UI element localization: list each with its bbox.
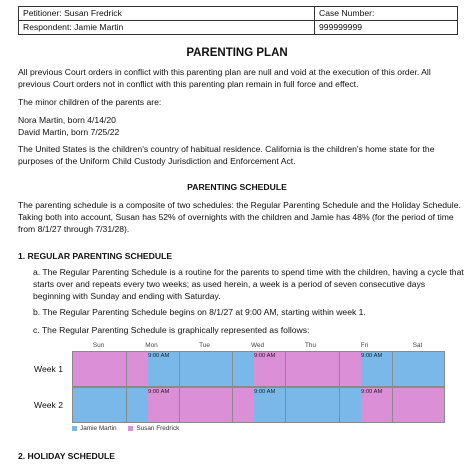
case-number-label-cell: Case Number: xyxy=(315,7,458,21)
day-label-wed: Wed xyxy=(250,342,265,349)
divider xyxy=(232,388,233,422)
week-2-label: Week 2 xyxy=(34,400,63,410)
item-c-paragraph: c. The Regular Parenting Schedule is graphically represented as follows: xyxy=(33,325,310,335)
week-1-label: Week 1 xyxy=(34,364,63,374)
day-label-fri: Fri xyxy=(360,342,369,349)
week2-fri-handoff-time: 9:00 AM xyxy=(361,389,383,395)
schedule-calendar xyxy=(72,342,445,395)
legend-swatch-susan xyxy=(128,426,133,431)
week1-mon-handoff-time: 9:00 AM xyxy=(148,353,170,359)
child-1: Nora Martin, born 4/14/20 xyxy=(18,115,116,125)
divider xyxy=(179,388,180,422)
calendar-legend xyxy=(72,425,189,433)
item-a-paragraph: a. The Regular Parenting Schedule is a routine for the parents to spend time with the children, having a cycle that starts over and repeats every two weeks; as used herein, a week is a period of seven consecutive days beginning with Sunday and ending with Saturday. xyxy=(33,267,464,302)
divider xyxy=(126,352,127,386)
week1-susan-sun xyxy=(73,352,126,386)
day-label-thu: Thu xyxy=(304,342,316,349)
divider xyxy=(392,388,393,422)
legend-item-susan xyxy=(128,425,179,432)
item-b-paragraph: b. The Regular Parenting Schedule begins on 8/1/27 at 9:00 AM, starting within week 1. xyxy=(33,307,366,317)
schedule-paragraph: The parenting schedule is a composite of two schedules: the Regular Parenting Schedule and the Holiday Schedule. Taking both into account, Susan has 52% of overnights with the children and Jamie has 48% (for the period of time from 8/1/27 through 7/31/28). xyxy=(18,200,461,235)
day-label-mon: Mon xyxy=(145,342,158,349)
divider xyxy=(285,388,286,422)
week1-wed-handoff-time: 9:00 AM xyxy=(254,353,276,359)
week-2-row xyxy=(72,387,445,423)
week-1-row xyxy=(72,351,445,387)
day-label-tue: Tue xyxy=(199,342,210,349)
divider xyxy=(179,352,180,386)
divider xyxy=(232,352,233,386)
regular-schedule-heading: 1. REGULAR PARENTING SCHEDULE xyxy=(18,251,173,261)
residence-paragraph: The United States is the children's country of habitual residence. California is the children's home state for the purposes of the Uniform Child Custody Jurisdiction and Enforcement Act. xyxy=(18,144,435,167)
divider xyxy=(339,388,340,422)
week2-wed-handoff-time: 9:00 AM xyxy=(254,389,276,395)
week1-fri-handoff-time: 9:00 AM xyxy=(361,353,383,359)
child-2: David Martin, born 7/25/22 xyxy=(18,127,120,137)
legend-swatch-jamie xyxy=(72,426,77,431)
petitioner-cell: Petitioner: Susan Fredrick xyxy=(19,7,315,21)
week2-jamie-sun xyxy=(73,388,126,422)
day-label-sat: Sat xyxy=(412,342,423,349)
parenting-schedule-heading: PARENTING SCHEDULE xyxy=(187,182,287,192)
intro-paragraph: All previous Court orders in conflict with this parenting plan are null and void at the execution of this order. All previous Court orders not in conflict with this parenting plan remain in full force and effect. xyxy=(18,67,431,90)
day-label-sun: Sun xyxy=(92,342,105,349)
divider xyxy=(339,352,340,386)
divider xyxy=(392,352,393,386)
document-title: PARENTING PLAN xyxy=(186,47,288,59)
holiday-schedule-heading: 2. HOLIDAY SCHEDULE xyxy=(18,451,115,461)
week2-jamie-mon-early xyxy=(126,388,148,422)
divider xyxy=(285,352,286,386)
legend-label-jamie: Jamie Martin xyxy=(80,425,117,432)
week2-mon-handoff-time: 9:00 AM xyxy=(148,389,170,395)
legend-label-susan: Susan Fredrick xyxy=(136,425,180,432)
children-intro: The minor children of the parents are: xyxy=(18,97,162,107)
calendar-day-header xyxy=(72,342,445,350)
case-number-cell: 999999999 xyxy=(315,21,458,35)
divider xyxy=(126,388,127,422)
week1-jamie-sat xyxy=(392,352,445,386)
week1-susan-mon-early xyxy=(126,352,148,386)
case-header-table xyxy=(18,6,458,35)
legend-item-jamie xyxy=(72,425,117,432)
respondent-cell: Respondent: Jamie Martin xyxy=(19,21,315,35)
